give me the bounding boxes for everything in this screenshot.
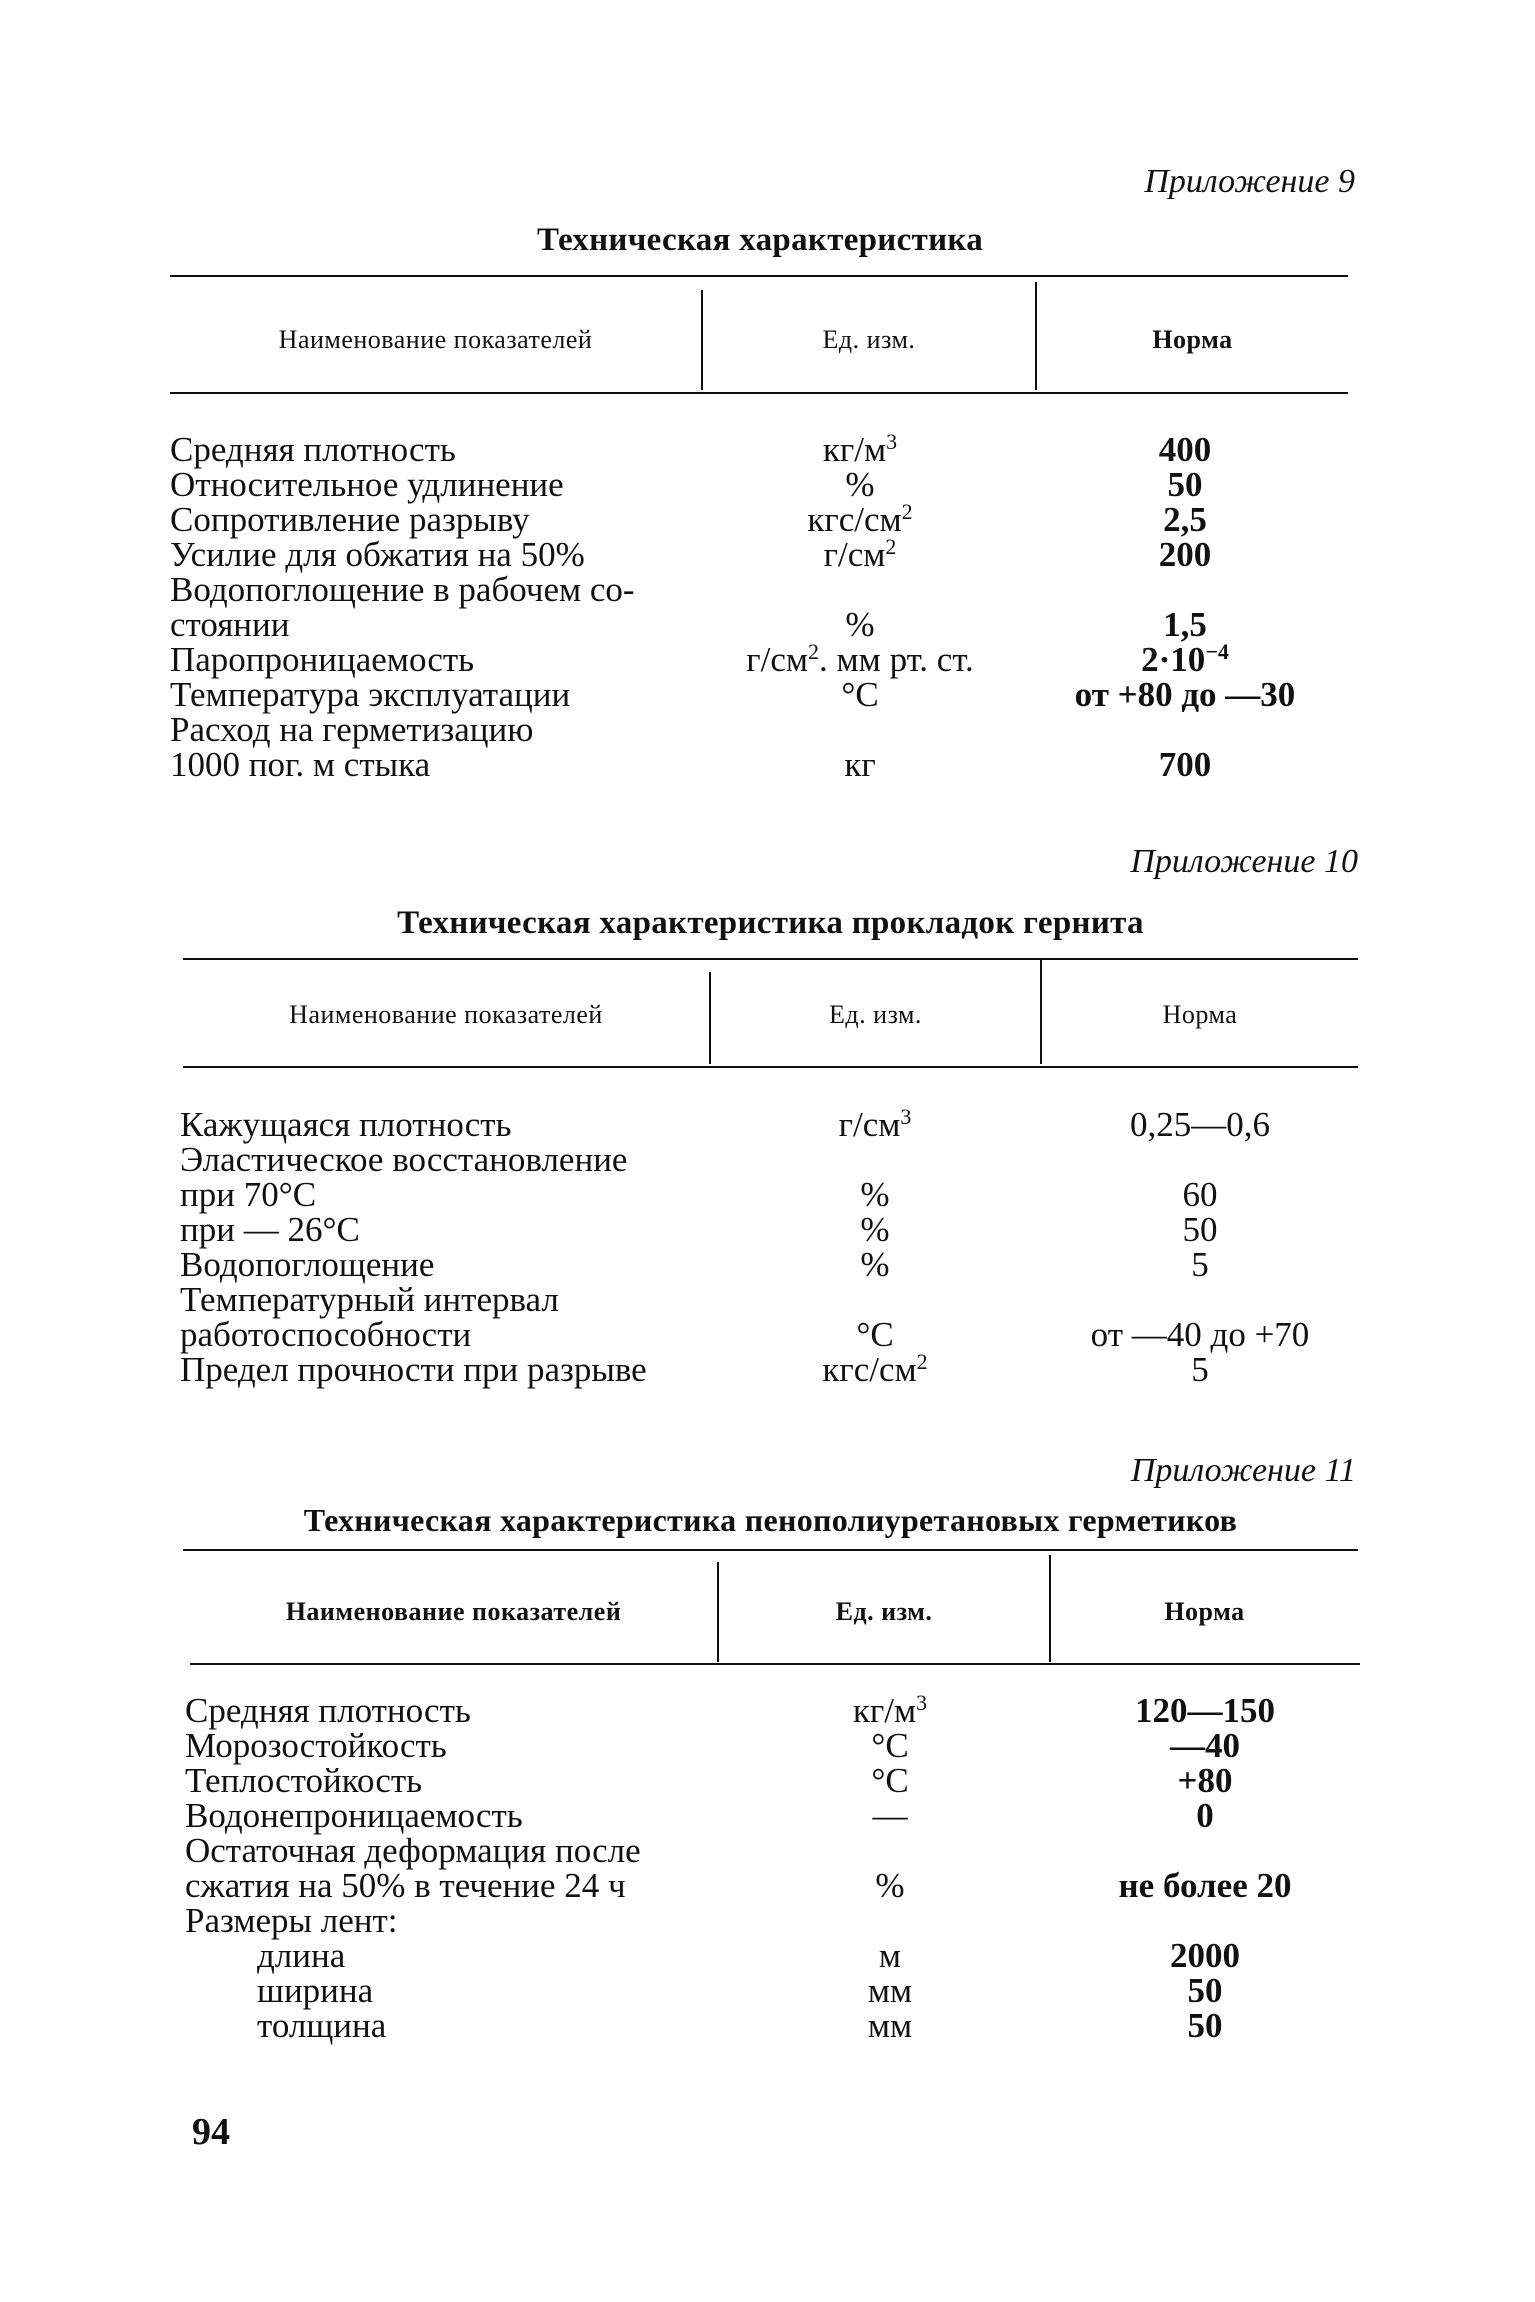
col-header-name: Наименование показателей [278, 325, 593, 354]
row-norm: 60 [1182, 1175, 1218, 1214]
row-norm: 2,5 [1163, 500, 1207, 539]
row-name: Средняя плотность [185, 1691, 471, 1730]
table-row [180, 1104, 1358, 1144]
row-name: Паропроницаемость [170, 640, 475, 679]
row-norm: 200 [1158, 535, 1212, 574]
appendix-10-label: Приложение 10 [1130, 843, 1358, 880]
table-row [185, 1833, 1360, 1868]
row-norm: 50 [1187, 1971, 1223, 2010]
row-norm: 2000 [1170, 1936, 1240, 1975]
row-norm: 50 [1187, 2006, 1223, 2045]
row-unit: $кг/м^3$ [822, 429, 898, 469]
col-header-unit: Ед. изм. [829, 1000, 922, 1029]
table-row [180, 1317, 1358, 1352]
table-row [170, 429, 1348, 469]
row-name: ширина [257, 1971, 374, 2010]
row-unit: % [845, 465, 875, 504]
row-name: Размеры лент: [185, 1901, 398, 1940]
table-row [170, 712, 1348, 747]
row-name: Эластическое восстановление [180, 1140, 628, 1179]
row-name: при — 26°С [180, 1210, 360, 1249]
row-norm: от —40 до +70 [1090, 1315, 1310, 1354]
row-name: Относительное удлинение [170, 465, 564, 504]
table-row [185, 1728, 1360, 1763]
row-name: стоянии [170, 605, 290, 644]
table-row [170, 747, 1348, 782]
row-unit: мм [867, 1971, 913, 2010]
row-unit: °С [871, 1761, 909, 1800]
table-row [185, 1868, 1360, 1903]
table-row [185, 1798, 1360, 1833]
appendix-9-title: Техническая характеристика [536, 222, 984, 258]
table-row [185, 1973, 1360, 2008]
col-header-norm: Норма [1164, 1597, 1245, 1626]
row-unit: мм [867, 2006, 913, 2045]
row-norm: $2\cdot 10^{-4}$ [1141, 639, 1229, 679]
col-header-name: Наименование показателей [285, 1597, 622, 1626]
appendix-11-label: Приложение 11 [1130, 1452, 1356, 1489]
col-header-norm: Норма [1162, 1000, 1238, 1029]
row-name: работоспособности [180, 1315, 472, 1354]
row-name: Водопоглощение [180, 1245, 435, 1284]
table-row [180, 1142, 1358, 1177]
row-name: толщина [257, 2006, 387, 2045]
row-unit: % [875, 1866, 905, 1905]
row-name: Предел прочности при разрыве [180, 1350, 647, 1389]
table-row [180, 1349, 1358, 1389]
row-unit: кгс/$см^2$ [807, 499, 913, 539]
row-name: Остаточная деформация после [185, 1831, 641, 1870]
row-unit: — [872, 1796, 908, 1835]
table-body [170, 429, 1348, 784]
table-row [170, 499, 1348, 539]
row-unit: $кг/м^3$ [852, 1690, 928, 1730]
row-name: сжатия на 50% в течение 24 ч [185, 1866, 626, 1905]
appendix-10-title: Техническая характеристика прокладок гернита [397, 905, 1144, 941]
row-name: Средняя плотность [170, 430, 456, 469]
table-row [180, 1247, 1358, 1282]
row-name: Сопротивление разрыву [170, 500, 530, 539]
row-norm: 0,25—0,6 [1130, 1105, 1270, 1144]
table-row [185, 1938, 1360, 1973]
row-name: Усилие для обжатия на 50% [170, 535, 585, 574]
row-name: 1000 пог. м стыка [170, 745, 431, 784]
row-unit: °С [856, 1315, 894, 1354]
row-name: Температура эксплуатации [170, 675, 571, 714]
table-row [170, 639, 1348, 679]
col-header-name: Наименование показателей [289, 1000, 603, 1029]
row-norm: 5 [1191, 1245, 1209, 1284]
row-unit: кгс/$см^2$ [822, 1349, 928, 1389]
page-number: 94 [192, 2111, 230, 2153]
row-unit: % [860, 1245, 890, 1284]
appendix-11-title: Техническая характеристика пенополиуретановых герметиков [303, 1502, 1238, 1538]
row-name: Водопоглощение в рабочем со- [170, 570, 635, 609]
table-row [180, 1212, 1358, 1247]
row-norm: 50 [1182, 1210, 1218, 1249]
row-unit: $г/см^2$. мм рт. ст. [746, 639, 974, 679]
row-norm: не более 20 [1118, 1866, 1292, 1905]
row-unit: м [878, 1936, 902, 1975]
row-unit: % [860, 1210, 890, 1249]
row-unit: °С [841, 675, 879, 714]
row-unit: % [845, 605, 875, 644]
row-name: Теплостойкость [185, 1761, 423, 1800]
row-name: Расход на герметизацию [170, 710, 534, 749]
row-name: длина [257, 1936, 346, 1975]
col-header-unit: Ед. изм. [835, 1597, 933, 1626]
row-norm: 120—150 [1135, 1691, 1275, 1730]
row-name: Кажущаяся плотность [180, 1105, 512, 1144]
row-norm: 0 [1196, 1796, 1214, 1835]
table-row [170, 607, 1348, 642]
table-row [180, 1282, 1358, 1317]
table-row [185, 1763, 1360, 1798]
table-row [170, 534, 1348, 574]
row-norm: 1,5 [1163, 605, 1207, 644]
row-unit: $г/см^2$ [823, 534, 897, 574]
row-unit: °С [871, 1726, 909, 1765]
row-unit: кг [844, 745, 876, 784]
row-norm: —40 [1170, 1726, 1240, 1765]
appendix-9-label: Приложение 9 [1144, 163, 1355, 200]
row-norm: +80 [1177, 1761, 1233, 1800]
row-unit: % [860, 1175, 890, 1214]
table-row [170, 572, 1348, 607]
row-unit: $г/см^3$ [838, 1104, 912, 1144]
row-name: Морозостойкость [185, 1726, 447, 1765]
table-row [185, 2008, 1360, 2043]
row-norm: от +80 до —30 [1074, 675, 1296, 714]
col-header-unit: Ед. изм. [822, 325, 916, 354]
col-header-norm: Норма [1152, 325, 1233, 354]
table-body [185, 1690, 1360, 2045]
row-norm: 5 [1191, 1350, 1209, 1389]
table-row [170, 677, 1348, 712]
table-row [185, 1903, 1360, 1938]
row-norm: 700 [1158, 745, 1212, 784]
row-name: при 70°С [180, 1175, 317, 1214]
row-name: Водонепроницаемость [185, 1796, 523, 1835]
table-row [170, 467, 1348, 502]
row-norm: 400 [1158, 430, 1212, 469]
table-row [180, 1177, 1358, 1212]
table-body [180, 1104, 1358, 1389]
table-row [185, 1690, 1360, 1730]
row-name: Температурный интервал [180, 1280, 559, 1319]
row-norm: 50 [1167, 465, 1203, 504]
